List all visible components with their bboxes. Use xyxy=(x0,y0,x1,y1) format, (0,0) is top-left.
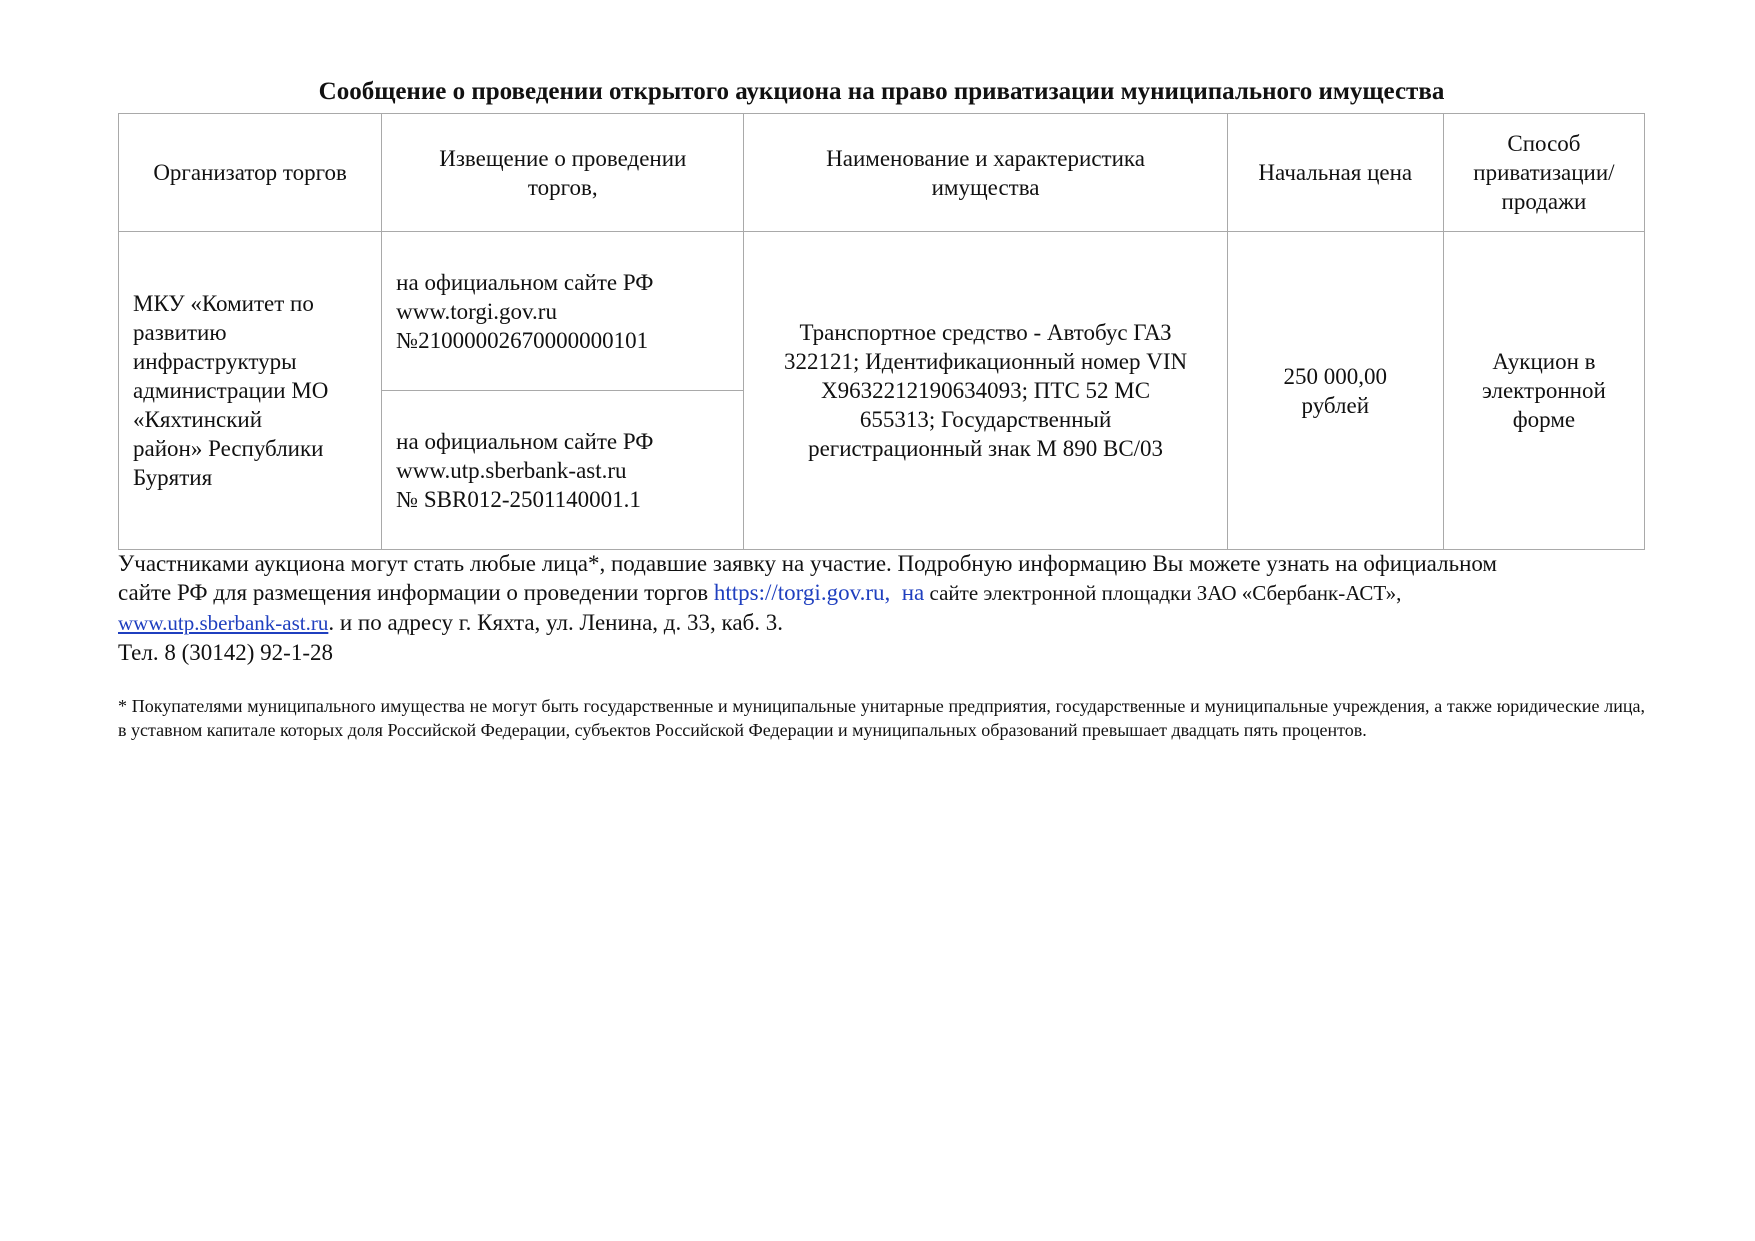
header-organizer-line: Организатор торгов xyxy=(153,160,347,185)
notice-sberbank-line: на официальном сайте РФ xyxy=(396,428,654,454)
organizer-line: развитию xyxy=(133,320,227,345)
info-line-2-sberbank-text: сайте электронной площадки ЗАО «Сбербанк-АСТ», xyxy=(924,581,1402,605)
table-header-row xyxy=(119,114,1645,232)
info-line-3-text: . и по адресу г. Кяхта, ул. Ленина, д. 33, каб. 3. xyxy=(328,610,783,635)
header-method-line: приватизации/ xyxy=(1473,160,1615,185)
notice-torgi-number: №21000002670000000101 xyxy=(396,327,649,353)
header-method-line: продажи xyxy=(1501,189,1587,214)
header-organizer xyxy=(119,114,382,232)
organizer-line: администрации МО xyxy=(133,378,329,403)
header-notice xyxy=(382,114,744,232)
notice-sberbank-cell xyxy=(382,391,744,550)
property-line: X9632212190634093; ПТС 52 МС xyxy=(821,378,1151,403)
header-property-line: Наименование и характеристика xyxy=(826,145,1145,171)
sberbank-link[interactable]: www.utp.sberbank-ast.ru xyxy=(118,611,329,635)
table-row xyxy=(119,232,1645,391)
info-line-1: Участниками аукциона могут стать любые лица*, подавшие заявку на участие. Подробную информацию Вы можете узнать на официальном xyxy=(118,551,1497,576)
info-line-2-text: сайте РФ для размещения информации о проведении торгов xyxy=(118,580,714,605)
organizer-line: «Кяхтинский xyxy=(133,407,263,432)
organizer-line: Бурятия xyxy=(133,465,213,490)
price-currency: рублей xyxy=(1301,392,1370,418)
organizer-cell xyxy=(119,232,382,550)
organizer-line: район» Республики xyxy=(133,436,324,461)
info-line-3 xyxy=(118,608,1645,638)
header-price xyxy=(1227,114,1443,232)
header-property xyxy=(744,114,1227,232)
method-line: форме xyxy=(1512,407,1576,432)
organizer-line: инфраструктуры xyxy=(133,349,297,374)
property-cell xyxy=(744,232,1227,550)
organizer-line: МКУ «Комитет по xyxy=(133,291,314,316)
phone-number: Тел. 8 (30142) 92-1-28 xyxy=(118,640,333,665)
header-property-line: имущества xyxy=(931,174,1040,200)
notice-sberbank-number: № SBR012-2501140001.1 xyxy=(396,486,641,512)
property-line: 655313; Государственный xyxy=(859,407,1112,432)
property-line: 322121; Идентификационный номер VIN xyxy=(784,349,1188,374)
document-title: Сообщение о проведении открытого аукциона на право приватизации муниципального имущества xyxy=(318,78,1445,105)
notice-sberbank-url: www.utp.sberbank-ast.ru xyxy=(396,457,627,483)
header-price-line: Начальная цена xyxy=(1258,160,1413,185)
property-line: регистрационный знак М 890 ВС/03 xyxy=(808,436,1164,461)
header-method-line: Способ xyxy=(1507,131,1581,156)
footnote: * Покупателями муниципального имущества не могут быть государственные и муниципальные унитарные предприятия, государственные и муниципальные учреждения, а также юридические лица, в уставном капитале которых доля Российской Федерации, субъектов Российской Федерации и муниципальных образований превышает двадцать пять процентов. xyxy=(118,696,1645,740)
torgi-link-na[interactable]: на xyxy=(901,580,925,605)
header-notice-line: Извещение о проведении xyxy=(439,145,687,171)
method-line: Аукцион в xyxy=(1492,349,1596,374)
notice-torgi-line: на официальном сайте РФ xyxy=(396,269,654,295)
torgi-link[interactable]: https://torgi.gov.ru, xyxy=(713,580,891,605)
notice-torgi-url: www.torgi.gov.ru xyxy=(396,298,557,324)
method-line: электронной xyxy=(1482,378,1606,403)
price-value: 250 000,00 xyxy=(1283,363,1388,389)
header-method xyxy=(1443,114,1644,232)
auction-table xyxy=(118,113,1645,550)
info-line-2 xyxy=(118,578,1645,608)
price-cell xyxy=(1227,232,1443,550)
info-paragraph xyxy=(118,549,1645,667)
notice-torgi-cell xyxy=(382,232,744,391)
header-notice-line: торгов, xyxy=(527,174,598,200)
property-line: Транспортное средство - Автобус ГАЗ xyxy=(799,320,1172,345)
method-cell xyxy=(1443,232,1644,550)
